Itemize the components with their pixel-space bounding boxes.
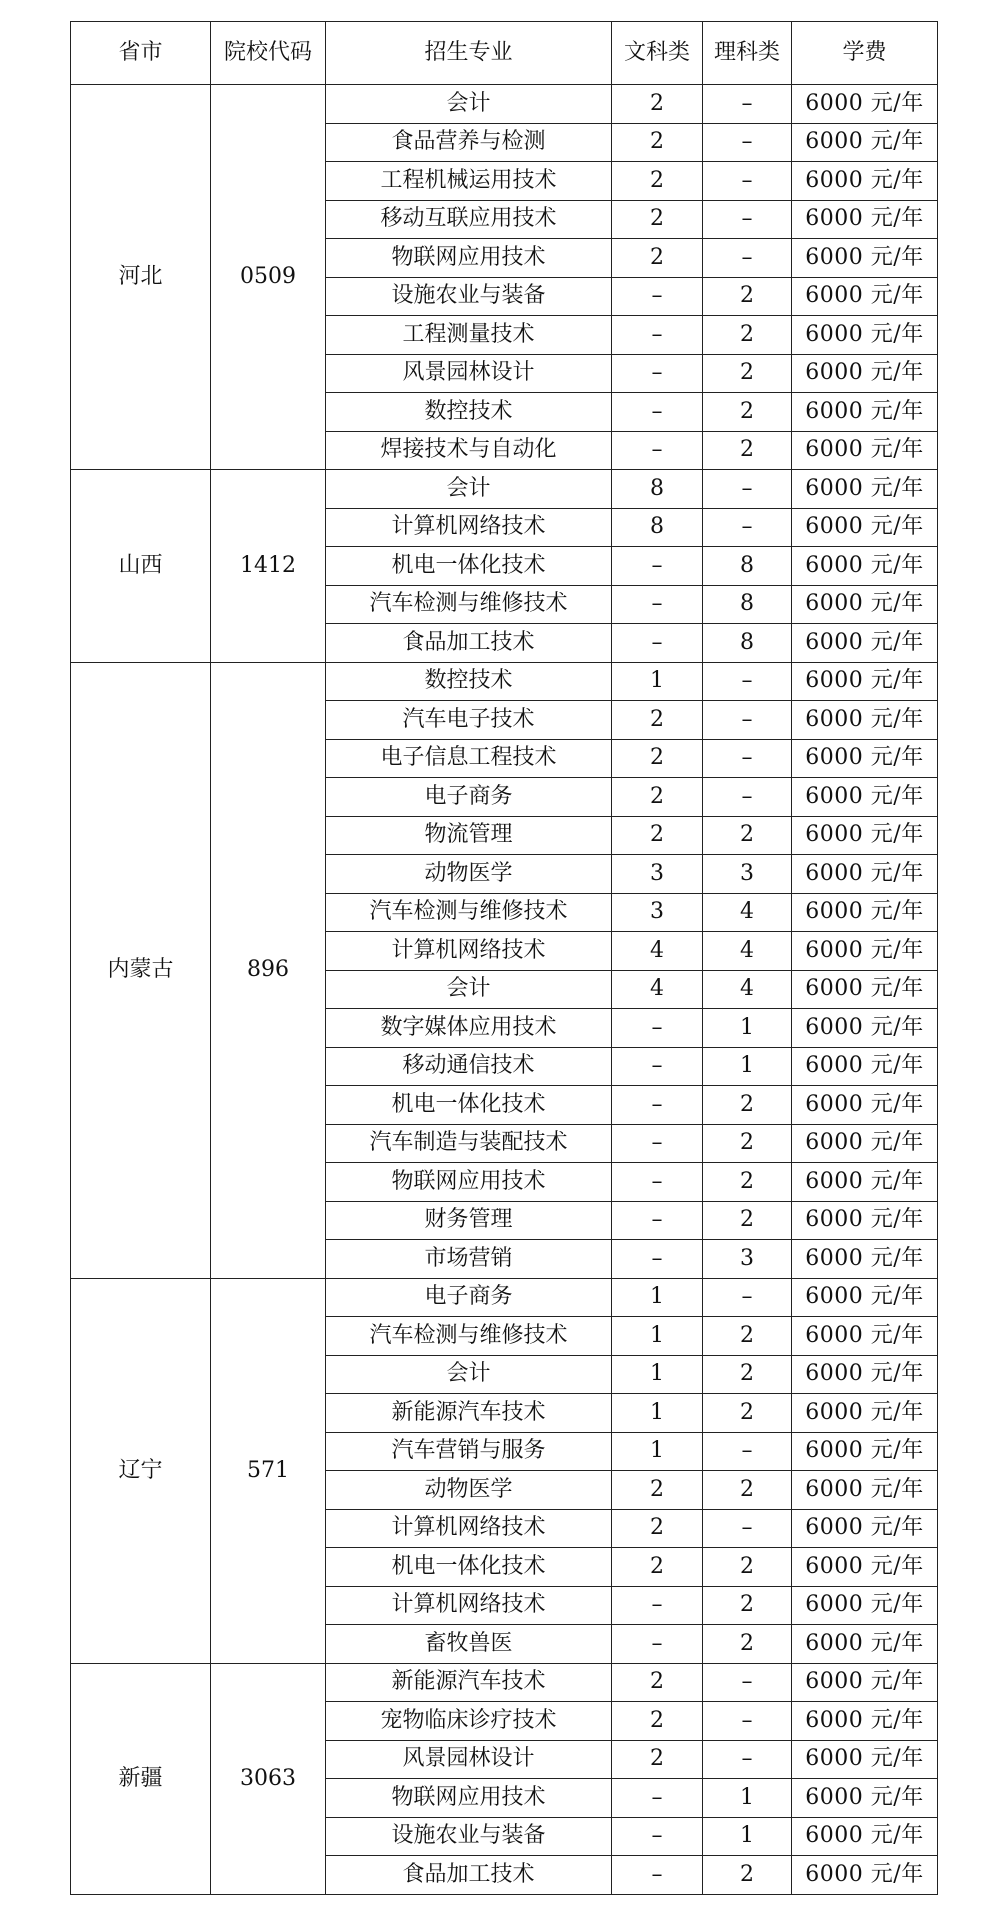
major-cell: 畜牧兽医 [326,1625,612,1664]
science-count-cell: – [703,508,792,547]
science-count-cell: 1 [703,1779,792,1818]
major-cell: 机电一体化技术 [326,1548,612,1587]
science-count-cell: – [703,239,792,278]
science-count-cell: – [703,200,792,239]
fee-cell: 6000 元/年 [792,624,938,663]
major-cell: 电子商务 [326,778,612,817]
fee-cell: 6000 元/年 [792,1240,938,1279]
major-cell: 会计 [326,1355,612,1394]
arts-count-cell: 2 [612,123,703,162]
science-count-cell: – [703,1702,792,1741]
arts-count-cell: 1 [612,662,703,701]
science-count-cell: 3 [703,1240,792,1279]
science-count-cell: – [703,1740,792,1779]
header-science: 理科类 [703,22,792,85]
major-cell: 宠物临床诊疗技术 [326,1702,612,1741]
arts-count-cell: 1 [612,1355,703,1394]
fee-cell: 6000 元/年 [792,239,938,278]
major-cell: 动物医学 [326,855,612,894]
major-cell: 风景园林设计 [326,1740,612,1779]
fee-cell: 6000 元/年 [792,778,938,817]
science-count-cell: 2 [703,277,792,316]
school-code-cell: 1412 [211,470,326,663]
fee-cell: 6000 元/年 [792,816,938,855]
fee-cell: 6000 元/年 [792,970,938,1009]
fee-cell: 6000 元/年 [792,354,938,393]
arts-count-cell: 2 [612,85,703,124]
arts-count-cell: 2 [612,1740,703,1779]
major-cell: 新能源汽车技术 [326,1663,612,1702]
arts-count-cell: 3 [612,893,703,932]
header-major: 招生专业 [326,22,612,85]
science-count-cell: 2 [703,1471,792,1510]
major-cell: 计算机网络技术 [326,932,612,971]
arts-count-cell: – [612,1047,703,1086]
major-cell: 风景园林设计 [326,354,612,393]
science-count-cell: 2 [703,1856,792,1895]
major-cell: 数字媒体应用技术 [326,1009,612,1048]
fee-cell: 6000 元/年 [792,1047,938,1086]
major-cell: 动物医学 [326,1471,612,1510]
school-code-cell: 896 [211,662,326,1278]
province-cell: 河北 [71,85,211,470]
arts-count-cell: – [612,277,703,316]
major-cell: 汽车电子技术 [326,701,612,740]
science-count-cell: 2 [703,1163,792,1202]
major-cell: 食品加工技术 [326,624,612,663]
science-count-cell: – [703,701,792,740]
arts-count-cell: – [612,1625,703,1664]
fee-cell: 6000 元/年 [792,1625,938,1664]
major-cell: 会计 [326,470,612,509]
science-count-cell: 2 [703,1124,792,1163]
header-province: 省市 [71,22,211,85]
fee-cell: 6000 元/年 [792,662,938,701]
fee-cell: 6000 元/年 [792,393,938,432]
arts-count-cell: 2 [612,1548,703,1587]
science-count-cell: 2 [703,354,792,393]
arts-count-cell: 2 [612,1663,703,1702]
major-cell: 计算机网络技术 [326,1509,612,1548]
table-body [71,85,938,1895]
fee-cell: 6000 元/年 [792,1509,938,1548]
major-cell: 物联网应用技术 [326,1163,612,1202]
fee-cell: 6000 元/年 [792,1278,938,1317]
arts-count-cell: 8 [612,508,703,547]
major-cell: 会计 [326,970,612,1009]
major-cell: 物流管理 [326,816,612,855]
table-row [71,662,938,701]
fee-cell: 6000 元/年 [792,1471,938,1510]
fee-cell: 6000 元/年 [792,1586,938,1625]
science-count-cell: 1 [703,1047,792,1086]
major-cell: 汽车检测与维修技术 [326,585,612,624]
major-cell: 计算机网络技术 [326,1586,612,1625]
arts-count-cell: – [612,624,703,663]
science-count-cell: 8 [703,624,792,663]
science-count-cell: 1 [703,1009,792,1048]
fee-cell: 6000 元/年 [792,547,938,586]
fee-cell: 6000 元/年 [792,1201,938,1240]
fee-cell: 6000 元/年 [792,585,938,624]
major-cell: 移动通信技术 [326,1047,612,1086]
science-count-cell: 2 [703,316,792,355]
fee-cell: 6000 元/年 [792,1355,938,1394]
science-count-cell: – [703,1278,792,1317]
science-count-cell: 2 [703,393,792,432]
major-cell: 市场营销 [326,1240,612,1279]
arts-count-cell: 2 [612,778,703,817]
fee-cell: 6000 元/年 [792,431,938,470]
table-row [71,1278,938,1317]
science-count-cell: 8 [703,547,792,586]
major-cell: 焊接技术与自动化 [326,431,612,470]
school-code-cell: 0509 [211,85,326,470]
fee-cell: 6000 元/年 [792,200,938,239]
fee-cell: 6000 元/年 [792,1663,938,1702]
fee-cell: 6000 元/年 [792,316,938,355]
fee-cell: 6000 元/年 [792,1432,938,1471]
science-count-cell: – [703,1509,792,1548]
fee-cell: 6000 元/年 [792,277,938,316]
arts-count-cell: – [612,316,703,355]
science-count-cell: – [703,470,792,509]
arts-count-cell: – [612,393,703,432]
major-cell: 设施农业与装备 [326,277,612,316]
arts-count-cell: – [612,354,703,393]
science-count-cell: 2 [703,431,792,470]
province-cell: 辽宁 [71,1278,211,1663]
science-count-cell: 2 [703,1625,792,1664]
science-count-cell: 2 [703,816,792,855]
school-code-cell: 571 [211,1278,326,1663]
arts-count-cell: 1 [612,1317,703,1356]
fee-cell: 6000 元/年 [792,1124,938,1163]
science-count-cell: 2 [703,1086,792,1125]
arts-count-cell: – [612,431,703,470]
fee-cell: 6000 元/年 [792,1548,938,1587]
arts-count-cell: 2 [612,739,703,778]
arts-count-cell: 2 [612,1471,703,1510]
fee-cell: 6000 元/年 [792,1740,938,1779]
science-count-cell: 2 [703,1394,792,1433]
fee-cell: 6000 元/年 [792,508,938,547]
science-count-cell: – [703,739,792,778]
arts-count-cell: – [612,1779,703,1818]
science-count-cell: 3 [703,855,792,894]
major-cell: 移动互联应用技术 [326,200,612,239]
arts-count-cell: – [612,1817,703,1856]
arts-count-cell: 2 [612,1509,703,1548]
fee-cell: 6000 元/年 [792,1009,938,1048]
fee-cell: 6000 元/年 [792,470,938,509]
major-cell: 机电一体化技术 [326,1086,612,1125]
arts-count-cell: 2 [612,1702,703,1741]
arts-count-cell: 1 [612,1278,703,1317]
major-cell: 汽车检测与维修技术 [326,1317,612,1356]
arts-count-cell: 2 [612,816,703,855]
arts-count-cell: – [612,1201,703,1240]
fee-cell: 6000 元/年 [792,1702,938,1741]
science-count-cell: 1 [703,1817,792,1856]
major-cell: 汽车检测与维修技术 [326,893,612,932]
header-fee: 学费 [792,22,938,85]
major-cell: 数控技术 [326,662,612,701]
fee-cell: 6000 元/年 [792,932,938,971]
major-cell: 食品营养与检测 [326,123,612,162]
arts-count-cell: 2 [612,162,703,201]
fee-cell: 6000 元/年 [792,162,938,201]
header-row [71,22,938,85]
major-cell: 机电一体化技术 [326,547,612,586]
arts-count-cell: 2 [612,200,703,239]
header-arts: 文科类 [612,22,703,85]
science-count-cell: 2 [703,1586,792,1625]
arts-count-cell: 1 [612,1432,703,1471]
arts-count-cell: 3 [612,855,703,894]
science-count-cell: 2 [703,1201,792,1240]
province-cell: 山西 [71,470,211,663]
arts-count-cell: – [612,1240,703,1279]
science-count-cell: 2 [703,1548,792,1587]
fee-cell: 6000 元/年 [792,739,938,778]
enrollment-table [70,21,938,1895]
fee-cell: 6000 元/年 [792,1394,938,1433]
fee-cell: 6000 元/年 [792,1317,938,1356]
science-count-cell: 4 [703,893,792,932]
science-count-cell: – [703,162,792,201]
fee-cell: 6000 元/年 [792,855,938,894]
table-row [71,85,938,124]
fee-cell: 6000 元/年 [792,1086,938,1125]
major-cell: 设施农业与装备 [326,1817,612,1856]
science-count-cell: – [703,778,792,817]
major-cell: 财务管理 [326,1201,612,1240]
fee-cell: 6000 元/年 [792,85,938,124]
major-cell: 工程测量技术 [326,316,612,355]
arts-count-cell: 1 [612,1394,703,1433]
school-code-cell: 3063 [211,1663,326,1894]
arts-count-cell: 4 [612,970,703,1009]
science-count-cell: – [703,123,792,162]
arts-count-cell: 8 [612,470,703,509]
arts-count-cell: 4 [612,932,703,971]
science-count-cell: 4 [703,932,792,971]
major-cell: 物联网应用技术 [326,1779,612,1818]
major-cell: 电子商务 [326,1278,612,1317]
major-cell: 电子信息工程技术 [326,739,612,778]
major-cell: 计算机网络技术 [326,508,612,547]
arts-count-cell: – [612,1163,703,1202]
major-cell: 汽车营销与服务 [326,1432,612,1471]
major-cell: 食品加工技术 [326,1856,612,1895]
arts-count-cell: – [612,1586,703,1625]
arts-count-cell: – [612,1086,703,1125]
table-row [71,1663,938,1702]
fee-cell: 6000 元/年 [792,701,938,740]
science-count-cell: 2 [703,1355,792,1394]
header-school-code: 院校代码 [211,22,326,85]
table-row [71,470,938,509]
science-count-cell: 8 [703,585,792,624]
major-cell: 工程机械运用技术 [326,162,612,201]
major-cell: 物联网应用技术 [326,239,612,278]
arts-count-cell: – [612,1856,703,1895]
fee-cell: 6000 元/年 [792,893,938,932]
arts-count-cell: – [612,1009,703,1048]
arts-count-cell: – [612,1124,703,1163]
arts-count-cell: – [612,585,703,624]
arts-count-cell: 2 [612,701,703,740]
major-cell: 汽车制造与装配技术 [326,1124,612,1163]
science-count-cell: – [703,662,792,701]
fee-cell: 6000 元/年 [792,1817,938,1856]
major-cell: 会计 [326,85,612,124]
province-cell: 内蒙古 [71,662,211,1278]
major-cell: 数控技术 [326,393,612,432]
fee-cell: 6000 元/年 [792,1856,938,1895]
science-count-cell: 4 [703,970,792,1009]
fee-cell: 6000 元/年 [792,1163,938,1202]
major-cell: 新能源汽车技术 [326,1394,612,1433]
province-cell: 新疆 [71,1663,211,1894]
arts-count-cell: 2 [612,239,703,278]
science-count-cell: – [703,85,792,124]
science-count-cell: – [703,1432,792,1471]
science-count-cell: 2 [703,1317,792,1356]
arts-count-cell: – [612,547,703,586]
science-count-cell: – [703,1663,792,1702]
fee-cell: 6000 元/年 [792,1779,938,1818]
fee-cell: 6000 元/年 [792,123,938,162]
